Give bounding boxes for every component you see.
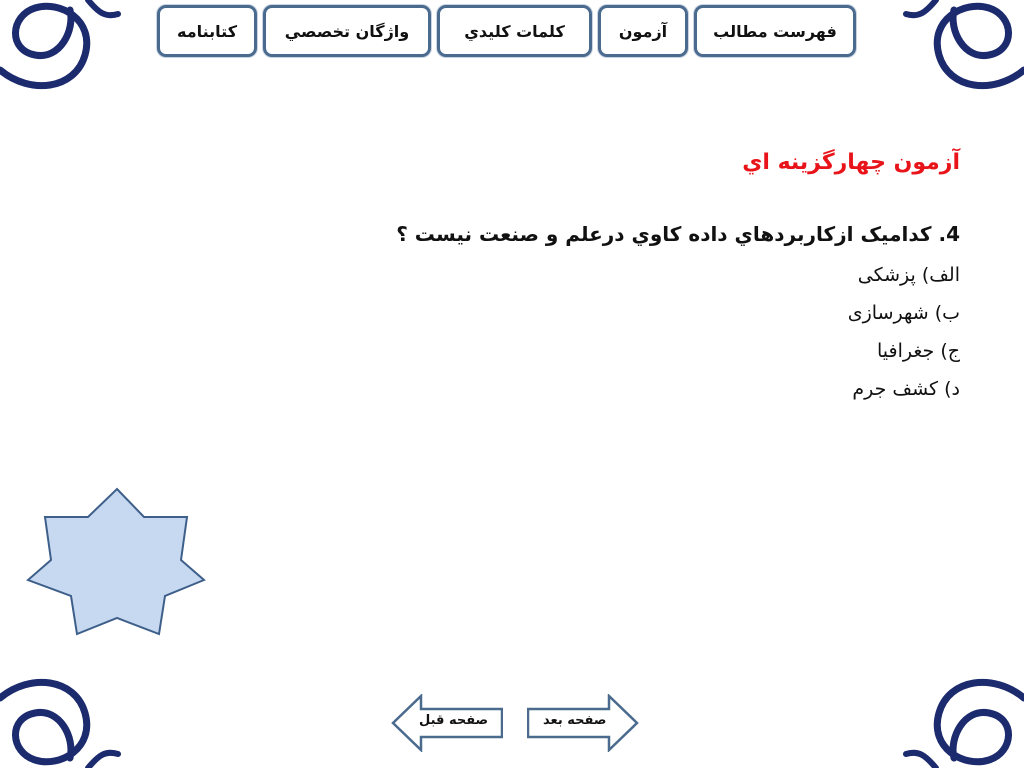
eight-point-star-shape <box>24 486 208 636</box>
corner-ornament-top-left-icon <box>0 0 130 100</box>
nav-table-of-contents-button[interactable]: فهرست مطالب <box>694 5 856 57</box>
nav-glossary-button[interactable]: واژگان تخصصي <box>263 5 431 57</box>
nav-keywords-button[interactable]: كلمات كليدي <box>437 5 592 57</box>
option-b[interactable]: ب) شهرسازی <box>847 302 960 324</box>
corner-ornament-top-right-icon <box>894 0 1024 100</box>
quiz-title: آزمون چهارگزينه اي <box>742 150 960 175</box>
option-d[interactable]: د) کشف جرم <box>852 378 960 400</box>
option-c[interactable]: ج) جغرافیا <box>877 340 960 362</box>
previous-page-label: صفحه قبل <box>419 713 489 728</box>
corner-ornament-bottom-left-icon <box>0 668 130 768</box>
option-a[interactable]: الف) پزشکی <box>857 264 960 286</box>
next-page-button[interactable] <box>527 694 639 752</box>
question-text: 4. كداميک ازكاربردهاي داده كاوي درعلم و صنعت نيست ؟ <box>396 222 960 246</box>
corner-ornament-bottom-right-icon <box>894 668 1024 768</box>
nav-bibliography-button[interactable]: كتابنامه <box>157 5 257 57</box>
nav-quiz-button[interactable]: آزمون <box>598 5 688 57</box>
next-page-label: صفحه بعد <box>543 713 607 728</box>
previous-page-button[interactable] <box>391 694 503 752</box>
